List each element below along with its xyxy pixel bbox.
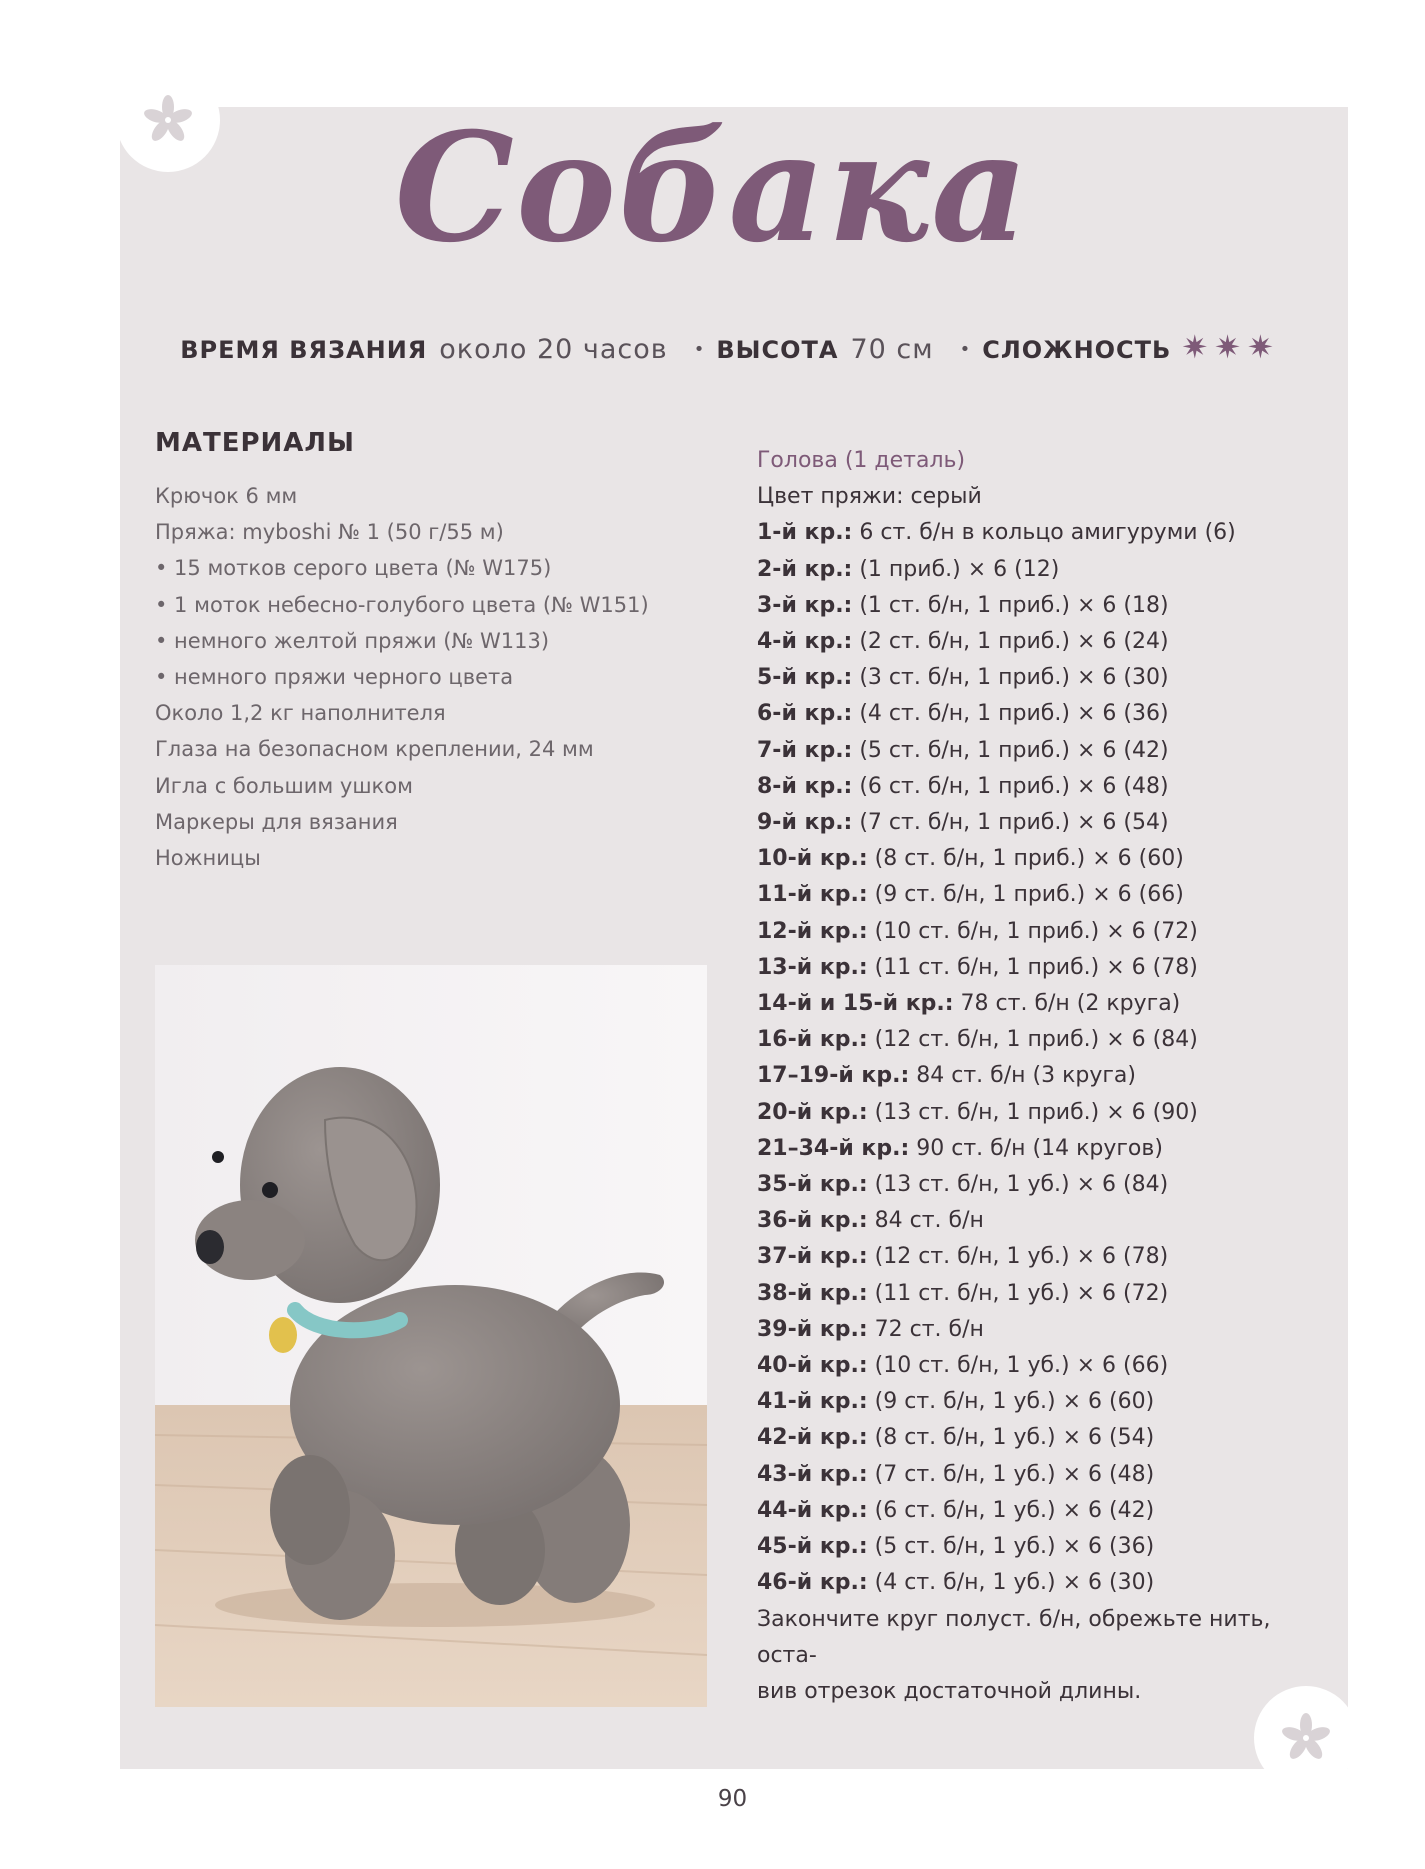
pattern-row [757,1529,1317,1565]
row-label: 38-й кр.: [757,1280,868,1306]
materials-heading: МАТЕРИАЛЫ [155,428,355,458]
pattern-row [757,1348,1317,1384]
row-text: (7 ст. б/н, 1 уб.) × 6 (48) [867,1461,1155,1487]
row-text: (8 ст. б/н, 1 уб.) × 6 (54) [867,1425,1155,1451]
pattern-row [757,1131,1317,1167]
pattern-row [757,841,1317,877]
row-label: 2-й кр.: [757,556,853,582]
row-text: (13 ст. б/н, 1 приб.) × 6 (90) [867,1099,1198,1125]
row-label: 11-й кр.: [757,882,868,908]
pattern-row [757,986,1317,1022]
list-item: • 1 моток небесно-голубого цвета (№ W151) [155,592,649,617]
pattern-row [757,1276,1317,1312]
row-text: (6 ст. б/н, 1 уб.) × 6 (42) [867,1497,1155,1523]
row-label: 3-й кр.: [757,592,853,618]
row-label: 9-й кр.: [757,810,853,836]
pattern-row [757,1312,1317,1348]
list-item: Игла с большим ушком [155,773,413,798]
row-text: (11 ст. б/н, 1 уб.) × 6 (72) [867,1280,1169,1306]
row-text: (1 приб.) × 6 (12) [852,556,1060,582]
separator-dot: • [693,339,705,360]
project-meta [0,328,1425,366]
row-text: (10 ст. б/н, 1 уб.) × 6 (66) [867,1353,1169,1379]
difficulty-stars-icon: ✷✷✷ [1181,328,1280,366]
dog-toy-photo [155,965,707,1707]
pattern-row [757,877,1317,913]
row-text: (4 ст. б/н, 1 уб.) × 6 (30) [867,1570,1155,1596]
yarn-color-line: Цвет пряжи: серый [757,484,982,510]
pattern-row [757,950,1317,986]
row-text: (8 ст. б/н, 1 приб.) × 6 (60) [867,846,1184,872]
row-label: 44-й кр.: [757,1497,868,1523]
pattern-row [757,769,1317,805]
row-label: 40-й кр.: [757,1353,868,1379]
row-text: 72 ст. б/н [867,1316,984,1342]
pattern-row [757,624,1317,660]
row-text: (12 ст. б/н, 1 уб.) × 6 (78) [867,1244,1169,1270]
row-label: 39-й кр.: [757,1316,868,1342]
flower-icon [1278,1710,1334,1766]
row-label: 10-й кр.: [757,846,868,872]
pattern-row [757,1565,1317,1601]
row-text: (5 ст. б/н, 1 приб.) × 6 (42) [852,737,1169,763]
pattern-row [757,914,1317,950]
row-text: 78 ст. б/н (2 круга) [953,991,1181,1017]
row-label: 17–19-й кр.: [757,1063,910,1089]
pattern-row [757,1457,1317,1493]
row-label: 13-й кр.: [757,954,868,980]
closing-instruction-line: вив отрезок достаточной длины. [757,1678,1142,1704]
separator-dot: • [959,339,971,360]
row-label: 4-й кр.: [757,629,853,655]
row-label: 36-й кр.: [757,1208,868,1234]
row-text: 6 ст. б/н в кольцо амигуруми (6) [852,520,1236,546]
section-heading: Голова (1 деталь) [757,448,966,473]
row-text: (3 ст. б/н, 1 приб.) × 6 (30) [852,665,1169,691]
row-label: 5-й кр.: [757,665,853,691]
list-item: Пряжа: myboshi № 1 (50 г/55 м) [155,520,504,545]
height-value: 70 см [850,334,934,365]
pattern-row [757,1167,1317,1203]
row-label: 42-й кр.: [757,1425,868,1451]
row-label: 8-й кр.: [757,773,853,799]
row-text: (2 ст. б/н, 1 приб.) × 6 (24) [852,629,1169,655]
row-label: 21–34-й кр.: [757,1135,910,1161]
row-text: (1 ст. б/н, 1 приб.) × 6 (18) [852,592,1169,618]
pattern-row [757,1203,1317,1239]
row-label: 41-й кр.: [757,1389,868,1415]
list-item: • немного пряжи черного цвета [155,665,514,690]
pattern-row [757,588,1317,624]
row-text: 90 ст. б/н (14 кругов) [909,1135,1163,1161]
row-text: (5 ст. б/н, 1 уб.) × 6 (36) [867,1534,1155,1560]
page-number: 90 [717,1786,748,1812]
pattern-row [757,1420,1317,1456]
pattern-row [757,1095,1317,1131]
pattern-row [757,660,1317,696]
row-text: (9 ст. б/н, 1 приб.) × 6 (66) [867,882,1184,908]
row-text: (10 ст. б/н, 1 приб.) × 6 (72) [867,918,1198,944]
row-text: (6 ст. б/н, 1 приб.) × 6 (48) [852,773,1169,799]
pattern-row [757,696,1317,732]
pattern-row [757,1058,1317,1094]
pattern-column [757,443,1317,1710]
row-label: 45-й кр.: [757,1534,868,1560]
row-text: (13 ст. б/н, 1 уб.) × 6 (84) [867,1172,1169,1198]
row-label: 46-й кр.: [757,1570,868,1596]
row-label: 1-й кр.: [757,520,853,546]
pattern-row [757,805,1317,841]
pattern-row [757,1022,1317,1058]
row-label: 43-й кр.: [757,1461,868,1487]
list-item: • немного желтой пряжи (№ W113) [155,628,550,653]
difficulty-label: СЛОЖНОСТЬ [982,336,1172,364]
pattern-row [757,733,1317,769]
pattern-row [757,1384,1317,1420]
row-text: (7 ст. б/н, 1 приб.) × 6 (54) [852,810,1169,836]
pattern-row [757,1493,1317,1529]
pattern-row [757,552,1317,588]
row-text: 84 ст. б/н [867,1208,984,1234]
pattern-row [757,515,1317,551]
row-label: 16-й кр.: [757,1027,868,1053]
list-item: Маркеры для вязания [155,809,398,834]
row-text: (12 ст. б/н, 1 приб.) × 6 (84) [867,1027,1198,1053]
height-label: ВЫСОТА [716,336,839,364]
row-label: 7-й кр.: [757,737,853,763]
row-label: 12-й кр.: [757,918,868,944]
list-item: Крючок 6 мм [155,484,298,508]
page-title: Собака [394,100,1031,276]
materials-list [155,478,715,876]
time-label: ВРЕМЯ ВЯЗАНИЯ [180,336,428,364]
row-label: 37-й кр.: [757,1244,868,1270]
row-text: (9 ст. б/н, 1 уб.) × 6 (60) [867,1389,1155,1415]
row-label: 14-й и 15-й кр.: [757,991,954,1017]
closing-instruction-line: Закончите круг полуст. б/н, обрежьте нить, оста- [757,1606,1271,1668]
list-item: • 15 мотков серого цвета (№ W175) [155,556,552,581]
row-text: (4 ст. б/н, 1 приб.) × 6 (36) [852,701,1169,727]
row-label: 6-й кр.: [757,701,853,727]
list-item: Глаза на безопасном креплении, 24 мм [155,737,594,762]
row-label: 35-й кр.: [757,1172,868,1198]
list-item: Ножницы [155,846,261,871]
pattern-row [757,1239,1317,1275]
row-text: 84 ст. б/н (3 круга) [909,1063,1136,1089]
row-label: 20-й кр.: [757,1099,868,1125]
time-value: около 20 часов [439,334,668,365]
row-text: (11 ст. б/н, 1 приб.) × 6 (78) [867,954,1198,980]
list-item: Около 1,2 кг наполнителя [155,701,446,726]
